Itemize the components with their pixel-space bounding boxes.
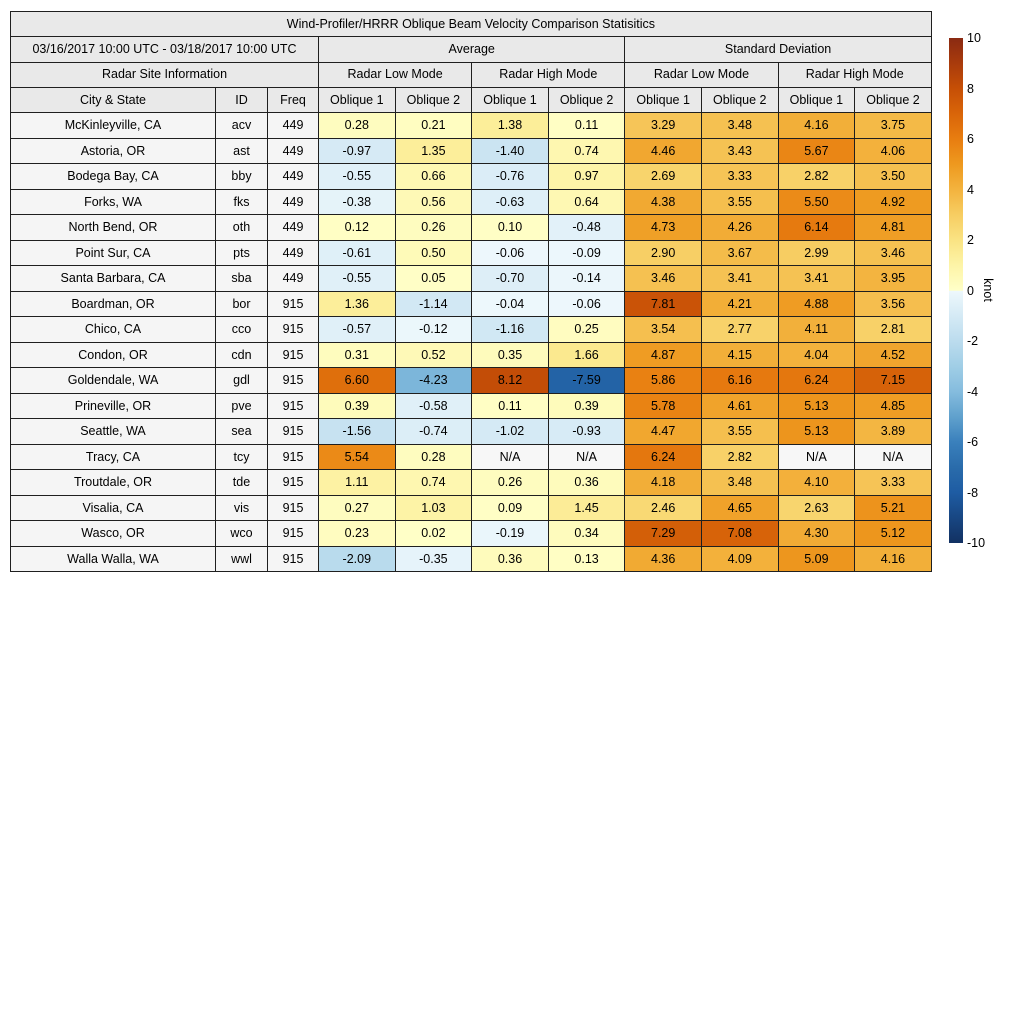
value-cell: 3.95 (855, 266, 932, 292)
value-cell: 0.64 (548, 189, 625, 215)
value-cell: 0.31 (319, 342, 396, 368)
site-id-cell: wwl (216, 546, 268, 572)
value-cell: 4.73 (625, 215, 702, 241)
value-cell: 3.29 (625, 113, 702, 139)
value-cell: 0.52 (395, 342, 472, 368)
table-row (11, 419, 932, 445)
value-cell: 4.30 (778, 521, 855, 547)
site-id-cell: cdn (216, 342, 268, 368)
value-cell: 4.85 (855, 393, 932, 419)
value-cell: 5.13 (778, 393, 855, 419)
value-cell: 1.66 (548, 342, 625, 368)
freq-cell: 449 (268, 164, 319, 190)
freq-cell: 915 (268, 317, 319, 343)
value-cell: 2.63 (778, 495, 855, 521)
value-cell: 0.26 (472, 470, 549, 496)
table-row (11, 113, 932, 139)
value-cell: -1.56 (319, 419, 396, 445)
oblique1-header: Oblique 1 (472, 87, 549, 112)
city-cell: Bodega Bay, CA (11, 164, 216, 190)
oblique2-header: Oblique 2 (855, 87, 932, 112)
freq-cell: 915 (268, 393, 319, 419)
value-cell: 1.36 (319, 291, 396, 317)
value-cell: -1.14 (395, 291, 472, 317)
value-cell: 4.92 (855, 189, 932, 215)
value-cell: -0.55 (319, 164, 396, 190)
freq-cell: 915 (268, 342, 319, 368)
value-cell: 5.09 (778, 546, 855, 572)
value-cell: -0.76 (472, 164, 549, 190)
value-cell: -0.70 (472, 266, 549, 292)
city-cell: North Bend, OR (11, 215, 216, 241)
freq-cell: 449 (268, 266, 319, 292)
table-row (11, 138, 932, 164)
value-cell: 4.61 (701, 393, 778, 419)
value-cell: 5.86 (625, 368, 702, 394)
colorbar-tick-label: 6 (967, 132, 974, 146)
value-cell: 4.88 (778, 291, 855, 317)
value-cell: 3.55 (701, 189, 778, 215)
value-cell: 7.15 (855, 368, 932, 394)
value-cell: 4.38 (625, 189, 702, 215)
value-cell: 2.82 (778, 164, 855, 190)
freq-cell: 915 (268, 444, 319, 470)
value-cell: 1.45 (548, 495, 625, 521)
value-cell: 5.12 (855, 521, 932, 547)
value-cell: 3.41 (778, 266, 855, 292)
freq-cell: 449 (268, 240, 319, 266)
value-cell: 0.27 (319, 495, 396, 521)
colorbar-unit-label: knot (981, 278, 995, 302)
value-cell: 5.67 (778, 138, 855, 164)
value-cell: -0.55 (319, 266, 396, 292)
value-cell: -2.09 (319, 546, 396, 572)
value-cell: 3.33 (855, 470, 932, 496)
value-cell: 0.34 (548, 521, 625, 547)
value-cell: 6.60 (319, 368, 396, 394)
value-cell: 5.78 (625, 393, 702, 419)
value-cell: 3.43 (701, 138, 778, 164)
date-range: 03/16/2017 10:00 UTC - 03/18/2017 10:00 UTC (11, 37, 319, 62)
value-cell: 7.81 (625, 291, 702, 317)
city-cell: Condon, OR (11, 342, 216, 368)
stats-table (10, 11, 932, 572)
table-row (11, 240, 932, 266)
city-cell: Seattle, WA (11, 419, 216, 445)
value-cell: 2.77 (701, 317, 778, 343)
oblique2-header: Oblique 2 (701, 87, 778, 112)
site-id-cell: cco (216, 317, 268, 343)
value-cell: -0.04 (472, 291, 549, 317)
value-cell: 0.21 (395, 113, 472, 139)
value-cell: 6.24 (625, 444, 702, 470)
value-cell: 1.03 (395, 495, 472, 521)
value-cell: 2.69 (625, 164, 702, 190)
freq-header: Freq (268, 87, 319, 112)
value-cell: 0.28 (395, 444, 472, 470)
value-cell: 4.06 (855, 138, 932, 164)
value-cell: -0.61 (319, 240, 396, 266)
oblique2-header: Oblique 2 (395, 87, 472, 112)
site-id-cell: pve (216, 393, 268, 419)
oblique1-header: Oblique 1 (319, 87, 396, 112)
value-cell: 0.74 (548, 138, 625, 164)
site-id-cell: acv (216, 113, 268, 139)
city-cell: Santa Barbara, CA (11, 266, 216, 292)
site-id-cell: tde (216, 470, 268, 496)
value-cell: 2.81 (855, 317, 932, 343)
value-cell: -4.23 (395, 368, 472, 394)
value-cell: 0.26 (395, 215, 472, 241)
value-cell: -1.40 (472, 138, 549, 164)
value-cell: 3.48 (701, 113, 778, 139)
freq-cell: 449 (268, 215, 319, 241)
colorbar (949, 31, 995, 550)
value-cell: 4.11 (778, 317, 855, 343)
table-row (11, 368, 932, 394)
value-cell: 3.56 (855, 291, 932, 317)
city-cell: Point Sur, CA (11, 240, 216, 266)
site-id-cell: tcy (216, 444, 268, 470)
freq-cell: 915 (268, 495, 319, 521)
value-cell: 3.55 (701, 419, 778, 445)
colorbar-tick-label: -2 (967, 334, 979, 348)
site-id-cell: bby (216, 164, 268, 190)
value-cell: 0.97 (548, 164, 625, 190)
table-row (11, 317, 932, 343)
value-cell: 0.35 (472, 342, 549, 368)
value-cell: 2.46 (625, 495, 702, 521)
value-cell: 6.24 (778, 368, 855, 394)
table-row (11, 393, 932, 419)
value-cell: 1.35 (395, 138, 472, 164)
oblique1-header: Oblique 1 (778, 87, 855, 112)
value-cell: 2.82 (701, 444, 778, 470)
table-row (11, 215, 932, 241)
sd-low-mode-header: Radar Low Mode (625, 62, 778, 87)
city-cell: Goldendale, WA (11, 368, 216, 394)
value-cell: -7.59 (548, 368, 625, 394)
value-cell: 0.39 (319, 393, 396, 419)
value-cell: 6.16 (701, 368, 778, 394)
table-row (11, 444, 932, 470)
value-cell: 4.15 (701, 342, 778, 368)
site-id-cell: bor (216, 291, 268, 317)
value-cell: 3.75 (855, 113, 932, 139)
city-cell: Wasco, OR (11, 521, 216, 547)
site-id-cell: wco (216, 521, 268, 547)
value-cell: 4.87 (625, 342, 702, 368)
value-cell: 7.08 (701, 521, 778, 547)
value-cell: 3.54 (625, 317, 702, 343)
value-cell: 4.09 (701, 546, 778, 572)
table-row (11, 470, 932, 496)
city-state-header: City & State (11, 87, 216, 112)
value-cell: 3.50 (855, 164, 932, 190)
value-cell: 0.11 (472, 393, 549, 419)
city-cell: Tracy, CA (11, 444, 216, 470)
value-cell: 5.13 (778, 419, 855, 445)
value-cell: 4.47 (625, 419, 702, 445)
value-cell: 7.29 (625, 521, 702, 547)
table-row (11, 291, 932, 317)
city-cell: McKinleyville, CA (11, 113, 216, 139)
value-cell: -0.97 (319, 138, 396, 164)
city-cell: Prineville, OR (11, 393, 216, 419)
city-cell: Forks, WA (11, 189, 216, 215)
freq-cell: 915 (268, 521, 319, 547)
sd-high-mode-header: Radar High Mode (778, 62, 931, 87)
value-cell: -1.16 (472, 317, 549, 343)
value-cell: 4.04 (778, 342, 855, 368)
freq-cell: 915 (268, 368, 319, 394)
value-cell: 5.21 (855, 495, 932, 521)
colorbar-tick-label: 8 (967, 81, 974, 96)
site-id-cell: vis (216, 495, 268, 521)
site-id-cell: sba (216, 266, 268, 292)
value-cell: 2.99 (778, 240, 855, 266)
avg-high-mode-header: Radar High Mode (472, 62, 625, 87)
colorbar-gradient (949, 38, 963, 543)
value-cell: 4.16 (778, 113, 855, 139)
group-standard-deviation: Standard Deviation (625, 37, 931, 62)
colorbar-tick-label: 4 (967, 182, 974, 197)
value-cell: 0.74 (395, 470, 472, 496)
site-id-cell: gdl (216, 368, 268, 394)
freq-cell: 915 (268, 419, 319, 445)
table-row (11, 164, 932, 190)
freq-cell: 915 (268, 291, 319, 317)
colorbar-tick-label: -10 (967, 536, 986, 550)
site-id-cell: ast (216, 138, 268, 164)
id-header: ID (216, 87, 268, 112)
value-cell: -0.38 (319, 189, 396, 215)
value-cell: -0.93 (548, 419, 625, 445)
city-cell: Chico, CA (11, 317, 216, 343)
freq-cell: 915 (268, 546, 319, 572)
value-cell: 3.33 (701, 164, 778, 190)
value-cell: -0.48 (548, 215, 625, 241)
value-cell: -1.02 (472, 419, 549, 445)
value-cell: 0.11 (548, 113, 625, 139)
value-cell: 3.46 (855, 240, 932, 266)
value-cell: 0.02 (395, 521, 472, 547)
table-row (11, 266, 932, 292)
value-cell: 0.28 (319, 113, 396, 139)
value-cell: 4.10 (778, 470, 855, 496)
value-cell: 3.48 (701, 470, 778, 496)
table-row (11, 495, 932, 521)
avg-low-mode-header: Radar Low Mode (319, 62, 472, 87)
value-cell: 3.41 (701, 266, 778, 292)
value-cell: 8.12 (472, 368, 549, 394)
value-cell: 4.65 (701, 495, 778, 521)
value-cell: 3.67 (701, 240, 778, 266)
title-row (11, 12, 932, 37)
table-row (11, 189, 932, 215)
colorbar-tick-label: -4 (967, 384, 979, 399)
value-cell: 4.21 (701, 291, 778, 317)
value-cell: -0.06 (548, 291, 625, 317)
value-cell: 3.46 (625, 266, 702, 292)
value-cell-na: N/A (855, 444, 932, 470)
value-cell: 4.36 (625, 546, 702, 572)
column-header-row (11, 87, 932, 112)
table-row (11, 342, 932, 368)
value-cell: 0.12 (319, 215, 396, 241)
value-cell: 0.23 (319, 521, 396, 547)
value-cell: 0.39 (548, 393, 625, 419)
value-cell-na: N/A (472, 444, 549, 470)
value-cell: 4.18 (625, 470, 702, 496)
value-cell: -0.06 (472, 240, 549, 266)
site-id-cell: fks (216, 189, 268, 215)
city-cell: Astoria, OR (11, 138, 216, 164)
value-cell: 0.13 (548, 546, 625, 572)
value-cell: 4.26 (701, 215, 778, 241)
value-cell: 4.81 (855, 215, 932, 241)
colorbar-tick-label: 0 (967, 283, 974, 298)
table-title: Wind-Profiler/HRRR Oblique Beam Velocity Comparison Statisitics (11, 12, 932, 37)
value-cell: 0.09 (472, 495, 549, 521)
value-cell: 5.50 (778, 189, 855, 215)
value-cell: -0.57 (319, 317, 396, 343)
freq-cell: 915 (268, 470, 319, 496)
value-cell: -0.63 (472, 189, 549, 215)
value-cell: -0.58 (395, 393, 472, 419)
value-cell: 0.56 (395, 189, 472, 215)
value-cell: 5.54 (319, 444, 396, 470)
value-cell: 1.11 (319, 470, 396, 496)
value-cell: -0.35 (395, 546, 472, 572)
colorbar-tick-label: 10 (967, 31, 981, 45)
colorbar-tick-label: -6 (967, 435, 979, 449)
city-cell: Visalia, CA (11, 495, 216, 521)
city-cell: Boardman, OR (11, 291, 216, 317)
group-average: Average (319, 37, 625, 62)
group-header-row (11, 37, 932, 62)
value-cell: 0.05 (395, 266, 472, 292)
table-row (11, 521, 932, 547)
value-cell: 1.38 (472, 113, 549, 139)
freq-cell: 449 (268, 113, 319, 139)
colorbar-tick-label: 2 (967, 233, 974, 247)
mode-header-row (11, 62, 932, 87)
value-cell: 0.50 (395, 240, 472, 266)
site-id-cell: sea (216, 419, 268, 445)
oblique1-header: Oblique 1 (625, 87, 702, 112)
value-cell: 4.46 (625, 138, 702, 164)
value-cell: 0.25 (548, 317, 625, 343)
value-cell: 0.36 (472, 546, 549, 572)
value-cell-na: N/A (778, 444, 855, 470)
value-cell: 6.14 (778, 215, 855, 241)
table-row (11, 546, 932, 572)
value-cell: 0.66 (395, 164, 472, 190)
city-cell: Troutdale, OR (11, 470, 216, 496)
value-cell: 3.89 (855, 419, 932, 445)
site-id-cell: pts (216, 240, 268, 266)
value-cell: -0.74 (395, 419, 472, 445)
value-cell: -0.14 (548, 266, 625, 292)
value-cell: 4.52 (855, 342, 932, 368)
value-cell: 2.90 (625, 240, 702, 266)
oblique2-header: Oblique 2 (548, 87, 625, 112)
freq-cell: 449 (268, 189, 319, 215)
colorbar-tick-label: -8 (967, 485, 979, 500)
value-cell: -0.19 (472, 521, 549, 547)
site-id-cell: oth (216, 215, 268, 241)
value-cell: -0.12 (395, 317, 472, 343)
site-info-header: Radar Site Information (11, 62, 319, 87)
value-cell: -0.09 (548, 240, 625, 266)
freq-cell: 449 (268, 138, 319, 164)
value-cell: 4.16 (855, 546, 932, 572)
value-cell: 0.10 (472, 215, 549, 241)
value-cell: 0.36 (548, 470, 625, 496)
city-cell: Walla Walla, WA (11, 546, 216, 572)
value-cell-na: N/A (548, 444, 625, 470)
